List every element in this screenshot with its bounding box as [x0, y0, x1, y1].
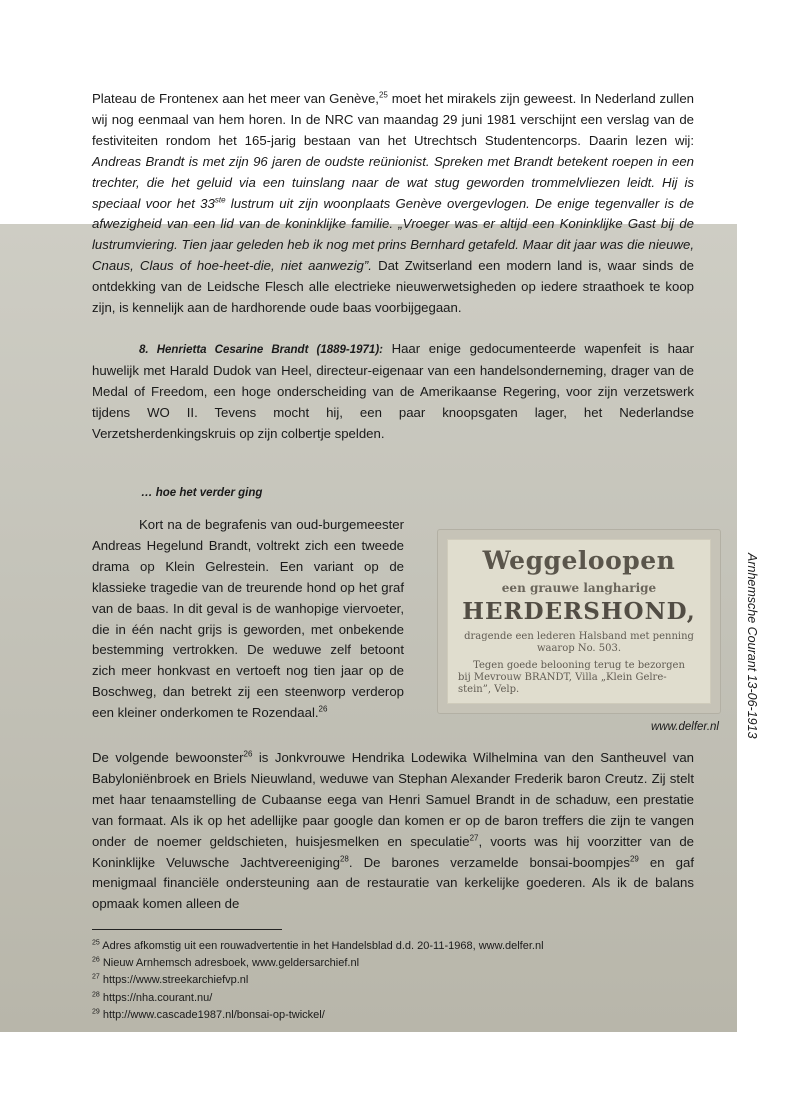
clipping-line: Tegen goede belooning terug te bezorgen	[473, 660, 685, 671]
newspaper-clipping-image	[437, 529, 721, 714]
footnote-ref-28[interactable]: 28	[339, 854, 349, 864]
clipping-line: bij Mevrouw BRANDT, Villa „Klein Gelre-	[458, 672, 667, 683]
footnote-ref-25[interactable]: 25	[378, 90, 388, 100]
footnote-item: $^{26}$ Nieuw Arnhemsch adresboek, www.geldersarchief.nl	[92, 956, 360, 970]
clipping-line: dragende een lederen Halsband met penning	[464, 631, 694, 642]
paragraph-frontenex: Plateau de Frontenex aan het meer van Genève,$^{25}$ moet het mirakels zijn geweest. In Nederland zullen wij nog eenmaal van hem horen. In de NRC van maandag 29 juni 1981 verschijnt een verslag van de festiviteiten rondom het 165-jarig bestaan van het Utrechtsch Studentencorps. Daarin lezen wij: Andreas Brandt is met zijn 96 jaren de oudste reünionist. Spreken met Brandt betekent roepen in een trechter, die het geluid via een tuinslang naar de wat stug geworden trommelvliezen leidt. Hij is speciaal voor het 33ste lustrum uit zijn woonplaats Genève overgevlogen. De enige tegenvaller is de afwezigheid van een lid van de koninklijke familie. „Vroeger was er altijd een Koninklijke Gast bij de lustrumviering. Tien jaar geleden heb ik nog met prins Bernhard getafeld. Maar dit jaar was die nieuwe, Cnaus, Claus of hoe-heet-die, niet aanwezig”. Dat Zwitserland een modern land is, waar sinds de ontdekking van de Leidsche Flesch alle electrieke nieuwerwetsigheden op iedere straathoek te koop zijn, is kennelijk aan de hardhorende oude baas voorbijgegaan.	[92, 90, 694, 316]
clipping-line: waarop No. 503.	[536, 643, 622, 654]
footnote-item: $^{29}$ http://www.cascade1987.nl/bonsai-op-twickel/	[92, 1008, 325, 1021]
footnote-divider	[92, 929, 282, 930]
paragraph-henrietta: 8. Henrietta Cesarine Brandt (1889-1971): Haar enige gedocumenteerde wapenfeit is haar huwelijk met Harald Dudok van Heel, directeur-eigenaar van een handelsonderneming, drager van de Medal of Freedom, een hoge onderscheiding van de Amerikaanse Regering, voor zijn verzetswerk tijdens WO II. Tevens mocht hij, een paar knoopsgaten lager, het Nederlandse Verzetsherdenkingskruis op zijn colbertje spelden.	[92, 341, 694, 441]
footnote-ref-26[interactable]: 26	[243, 749, 253, 759]
footnote-text[interactable]: Nieuw Arnhemsch adresboek, www.geldersarchief.nl	[99, 957, 360, 970]
footnote-text[interactable]: Adres afkomstig uit een rouwadvertentie in het Handelsblad d.d. 20-11-1968, www.delfer.nl	[99, 940, 544, 952]
clipping-line: stein”, Velp.	[458, 684, 520, 695]
paragraph-begrafenis: Kort na de begrafenis van oud-burgemeester Andreas Hegelund Brandt, voltrekt zich een tweede drama op Klein Gelrestein. Een variant op de klassieke tragedie van de treurende hond op het graf van de baas. In dit geval is de wanhopige viervoeter, die in één nacht grijs is geworden, met onbekende bestemming vertrokken. De weduwe zelf betoont zich meer honkvast en vertoeft nog tien jaar op de Boschweg, dan betrekt zij een steenworp verderop een kleiner onderkomen te Rozendaal.$^{26}$	[92, 517, 404, 721]
footnote-text[interactable]: https://nha.courant.nu/	[99, 991, 213, 1004]
footnote-item: $^{25}$ Adres afkomstig uit een rouwadvertentie in het Handelsblad d.d. 20-11-1968, www.delfer.nl	[92, 939, 544, 952]
footnote-ref-29[interactable]: 29	[629, 854, 639, 864]
footnote-item: $^{28}$ https://nha.courant.nu/	[92, 990, 213, 1004]
section-heading: … hoe het verder ging	[141, 487, 263, 499]
paragraph-bewoonster: De volgende bewoonster$^{26}$ is Jonkvrouwe Hendrika Lodewika Wilhelmina van den Santheuvel van Babyloniënbroek en Briels Nieuwland, weduwe van Stephan Alexander Frederik baron Creutz. Zij stelt met haar tenaamstelling de Cubaanse eega van Henri Samuel Brandt in de schaduw, een prestatie van formaat. Als ik op het adellijke paar google dan komen er op de baron treffers die zijn te vangen onder de noemer geldschieten, huisjesmelken en speculatie$^{27}$, voorts was hij voorzitter van de Koninklijke Veluwsche Jachtvereeniging$^{28}$. De barones verzamelde bonsai-boompjes$^{29}$ en gaf menigmaal financiële ondersteuning aan de restauratie van kerkelijke goederen. Als ik de balans opmaak komen alleen de	[92, 749, 694, 912]
footnote-text[interactable]: http://www.cascade1987.nl/bonsai-op-twickel/	[99, 1008, 325, 1021]
clipping-headline: HERDERSHOND,	[462, 598, 696, 625]
footnote-item: $^{27}$ https://www.streekarchiefvp.nl	[92, 973, 249, 987]
clipping-subtitle: een grauwe langharige	[501, 581, 657, 595]
footnotes-list	[92, 938, 694, 1024]
image-source-link[interactable]: www.delfer.nl	[651, 721, 719, 733]
clipping-title: Weggeloopen	[482, 546, 676, 575]
footnote-ref-26[interactable]: 26	[318, 704, 328, 714]
footnote-text[interactable]: https://www.streekarchiefvp.nl	[99, 974, 249, 987]
footnote-ref-27[interactable]: 27	[469, 833, 479, 843]
image-caption-vertical: Arnhemsche Courant 13-06-1913	[745, 553, 759, 739]
section-lead: 8. Henrietta Cesarine Brandt (1889-1971):	[139, 344, 383, 356]
